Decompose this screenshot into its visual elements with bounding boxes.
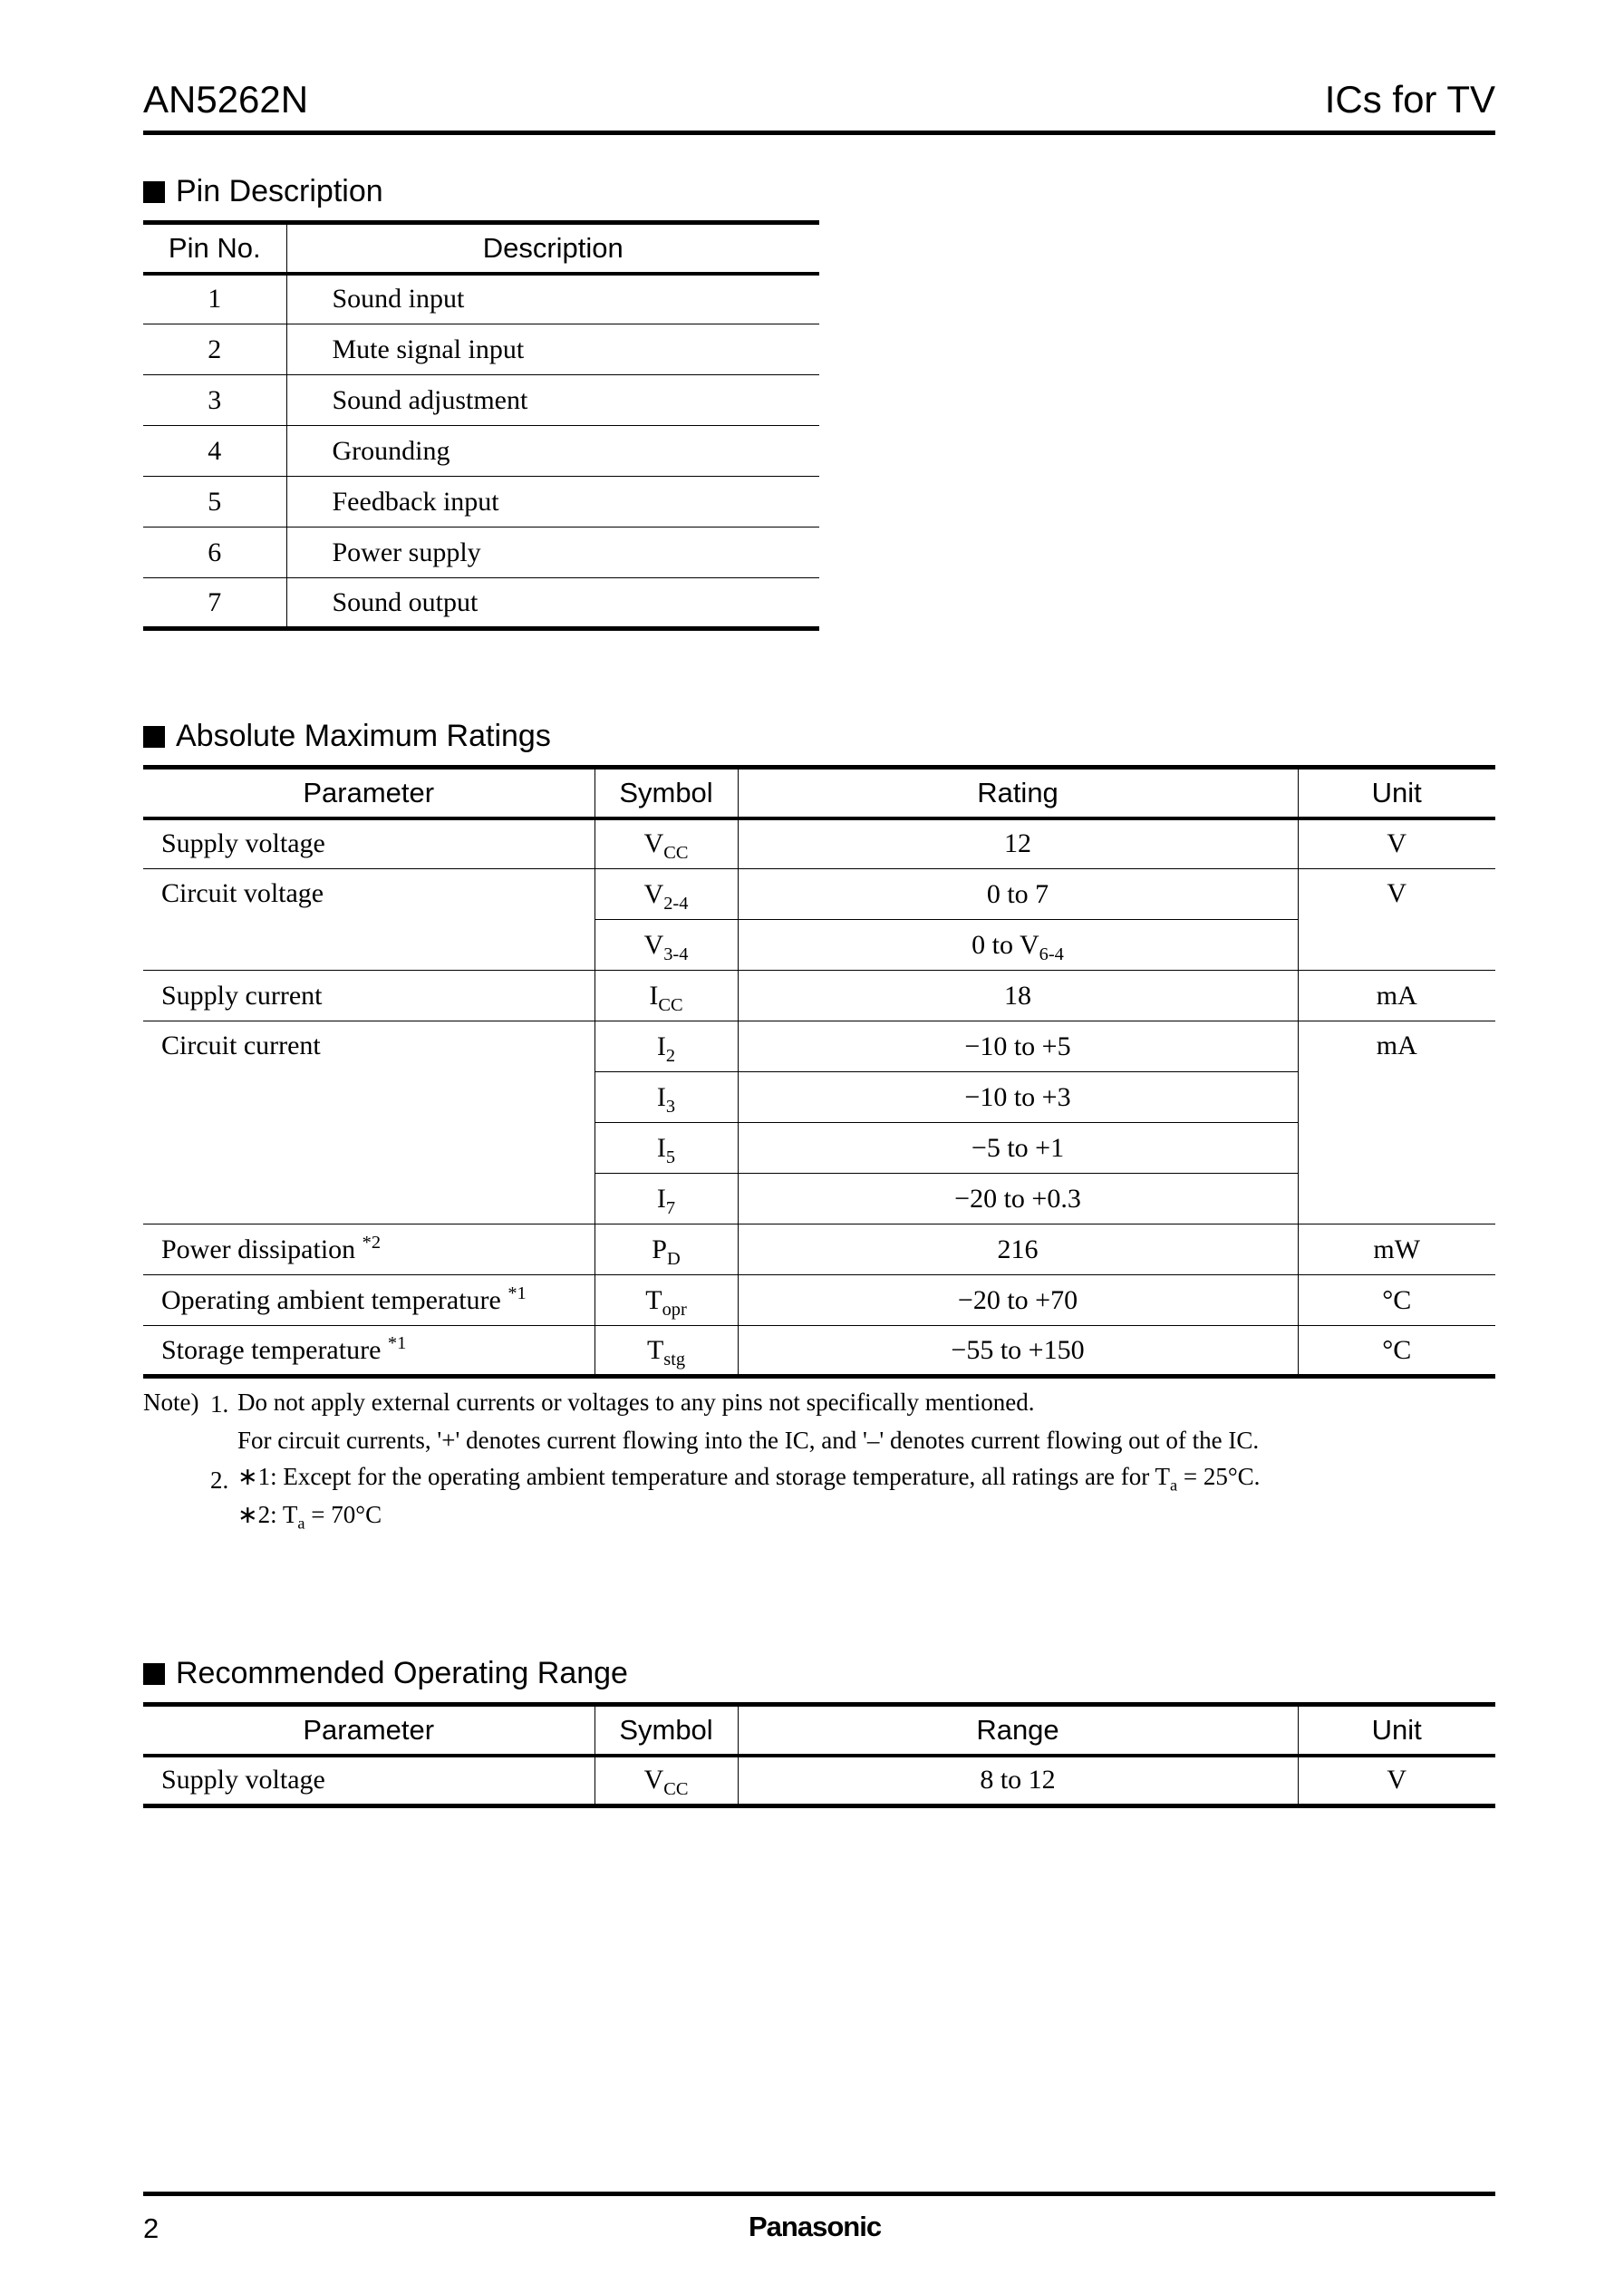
- part-number: AN5262N: [143, 78, 309, 121]
- parameter-cell: Power dissipation $^{*2}$: [143, 1224, 594, 1275]
- symbol-cell: $V_{CC}$: [594, 818, 738, 869]
- table-row: [143, 324, 819, 375]
- pin-function: Mute signal input: [286, 324, 819, 375]
- parameter-cell: Supply voltage: [161, 1765, 325, 1796]
- note-label: Note): [143, 1389, 199, 1416]
- note-text: For circuit currents, '+' denotes current flowing into the IC, and '–' denotes current flowing out of the IC.: [237, 1427, 1260, 1454]
- symbol-cell: $V_{CC}$: [594, 1756, 738, 1806]
- rating-cell: 216: [738, 1224, 1298, 1275]
- symbol-cell: $I_5$: [594, 1123, 738, 1174]
- column-header-symbol: Symbol: [594, 768, 738, 818]
- pin-number: 6: [143, 528, 286, 578]
- table-row: [143, 578, 819, 629]
- pin-function: Power supply: [286, 528, 819, 578]
- table-row: [143, 477, 819, 528]
- parameter-cell: Circuit current: [143, 1021, 594, 1224]
- rating-cell: −55 to +150: [738, 1326, 1298, 1377]
- rating-cell: 0 to 7: [738, 869, 1298, 920]
- table-row: [143, 1756, 1495, 1806]
- brand-logo: Panasonic: [749, 2211, 882, 2242]
- unit-cell: V: [1298, 818, 1495, 869]
- column-header-symbol: Symbol: [594, 1705, 738, 1756]
- symbol-cell: $I_3$: [594, 1072, 738, 1123]
- footnote-mark: *1: [387, 1332, 407, 1353]
- table-row: [143, 274, 819, 324]
- parameter-cell: Supply current: [143, 971, 594, 1021]
- unit-cell: mA: [1298, 971, 1495, 1021]
- recommended-operating-range-table: [143, 1702, 1495, 1808]
- pin-function: Grounding: [286, 426, 819, 477]
- rating-cell: −5 to +1: [738, 1123, 1298, 1174]
- table-row: [143, 1326, 1495, 1377]
- note-text: ∗1: Except for the operating ambient temperature and storage temperature, all ratings are for $T_a = 25^\circ C$.: [237, 1463, 1261, 1495]
- column-header-parameter: Parameter: [143, 1705, 594, 1756]
- note-text: ∗2: $T_a = 70^\circ C$: [237, 1501, 382, 1533]
- table-row: [143, 1021, 1495, 1072]
- unit-cell: mA: [1298, 1021, 1495, 1224]
- note-number: 2.: [210, 1466, 229, 1494]
- square-bullet-icon: [143, 726, 165, 748]
- pin-function: Sound output: [286, 578, 819, 629]
- rating-cell: −20 to +70: [738, 1275, 1298, 1326]
- note-number: 1.: [210, 1390, 229, 1418]
- footnote-mark: *1: [508, 1283, 527, 1303]
- parameter-cell: Circuit voltage: [143, 869, 594, 971]
- pin-number: 2: [143, 324, 286, 375]
- symbol-cell: $T_{opr}$: [594, 1275, 738, 1326]
- range-cell: 8 to 12: [738, 1756, 1298, 1806]
- unit-cell: V: [1298, 1756, 1495, 1806]
- footnote-mark: *2: [362, 1232, 382, 1253]
- absolute-max-ratings-heading: Absolute Maximum Ratings: [143, 719, 551, 754]
- rating-cell: 0 to $V_{6-4}$: [738, 920, 1298, 971]
- page-footer: [143, 2192, 1495, 2244]
- rating-cell: −10 to +5: [738, 1021, 1298, 1072]
- table-row: [143, 1224, 1495, 1275]
- table-row: [143, 818, 1495, 869]
- table-row: [143, 426, 819, 477]
- pin-number: 3: [143, 375, 286, 426]
- parameter-cell: Operating ambient temperature $^{*1}$: [143, 1275, 594, 1326]
- table-row: [143, 375, 819, 426]
- column-header-range: Range: [738, 1705, 1298, 1756]
- pin-description-heading: Pin Description: [143, 174, 383, 209]
- rating-cell: 18: [738, 971, 1298, 1021]
- symbol-cell: $T_{stg}$: [594, 1326, 738, 1377]
- rating-cell: −20 to +0.3: [738, 1174, 1298, 1224]
- rating-cell: 12: [738, 818, 1298, 869]
- document-category: ICs for TV: [1324, 78, 1495, 121]
- column-header-parameter: Parameter: [143, 768, 594, 818]
- table-row: [143, 869, 1495, 920]
- table-row: [143, 528, 819, 578]
- rating-cell: −10 to +3: [738, 1072, 1298, 1123]
- table-row: [143, 971, 1495, 1021]
- symbol-cell: $I_2$: [594, 1021, 738, 1072]
- column-header-description: Description: [286, 223, 819, 274]
- symbol-cell: $V_{2-4}$: [594, 869, 738, 920]
- square-bullet-icon: [143, 1663, 165, 1685]
- square-bullet-icon: [143, 181, 165, 203]
- absolute-max-ratings-table: [143, 765, 1495, 1379]
- pin-description-table: [143, 220, 819, 631]
- table-row: [143, 1275, 1495, 1326]
- page-number: 2: [143, 2212, 160, 2244]
- pin-function: Sound input: [286, 274, 819, 324]
- symbol-cell: $V_{3-4}$: [594, 920, 738, 971]
- recommended-operating-range-heading: Recommended Operating Range: [143, 1656, 628, 1691]
- symbol-cell: $I_7$: [594, 1174, 738, 1224]
- column-header-rating: Rating: [738, 768, 1298, 818]
- pin-number: 4: [143, 426, 286, 477]
- unit-cell: V: [1298, 869, 1495, 971]
- pin-number: 5: [143, 477, 286, 528]
- pin-function: Sound adjustment: [286, 375, 819, 426]
- parameter-cell: Storage temperature $^{*1}$: [143, 1326, 594, 1377]
- column-header-pin-no: Pin No.: [143, 223, 286, 274]
- note-text: Do not apply external currents or voltages to any pins not specifically mentioned.: [237, 1389, 1035, 1416]
- symbol-cell: $I_{CC}$: [594, 971, 738, 1021]
- page-header: [143, 69, 1495, 135]
- unit-cell: mW: [1298, 1224, 1495, 1275]
- unit-cell: °C: [1298, 1326, 1495, 1377]
- column-header-unit: Unit: [1298, 1705, 1495, 1756]
- pin-number: 7: [143, 578, 286, 629]
- parameter-cell: Supply voltage: [161, 828, 325, 859]
- symbol-cell: $P_D$: [594, 1224, 738, 1275]
- pin-number: 1: [208, 284, 222, 315]
- column-header-unit: Unit: [1298, 768, 1495, 818]
- unit-cell: °C: [1298, 1275, 1495, 1326]
- pin-function: Feedback input: [286, 477, 819, 528]
